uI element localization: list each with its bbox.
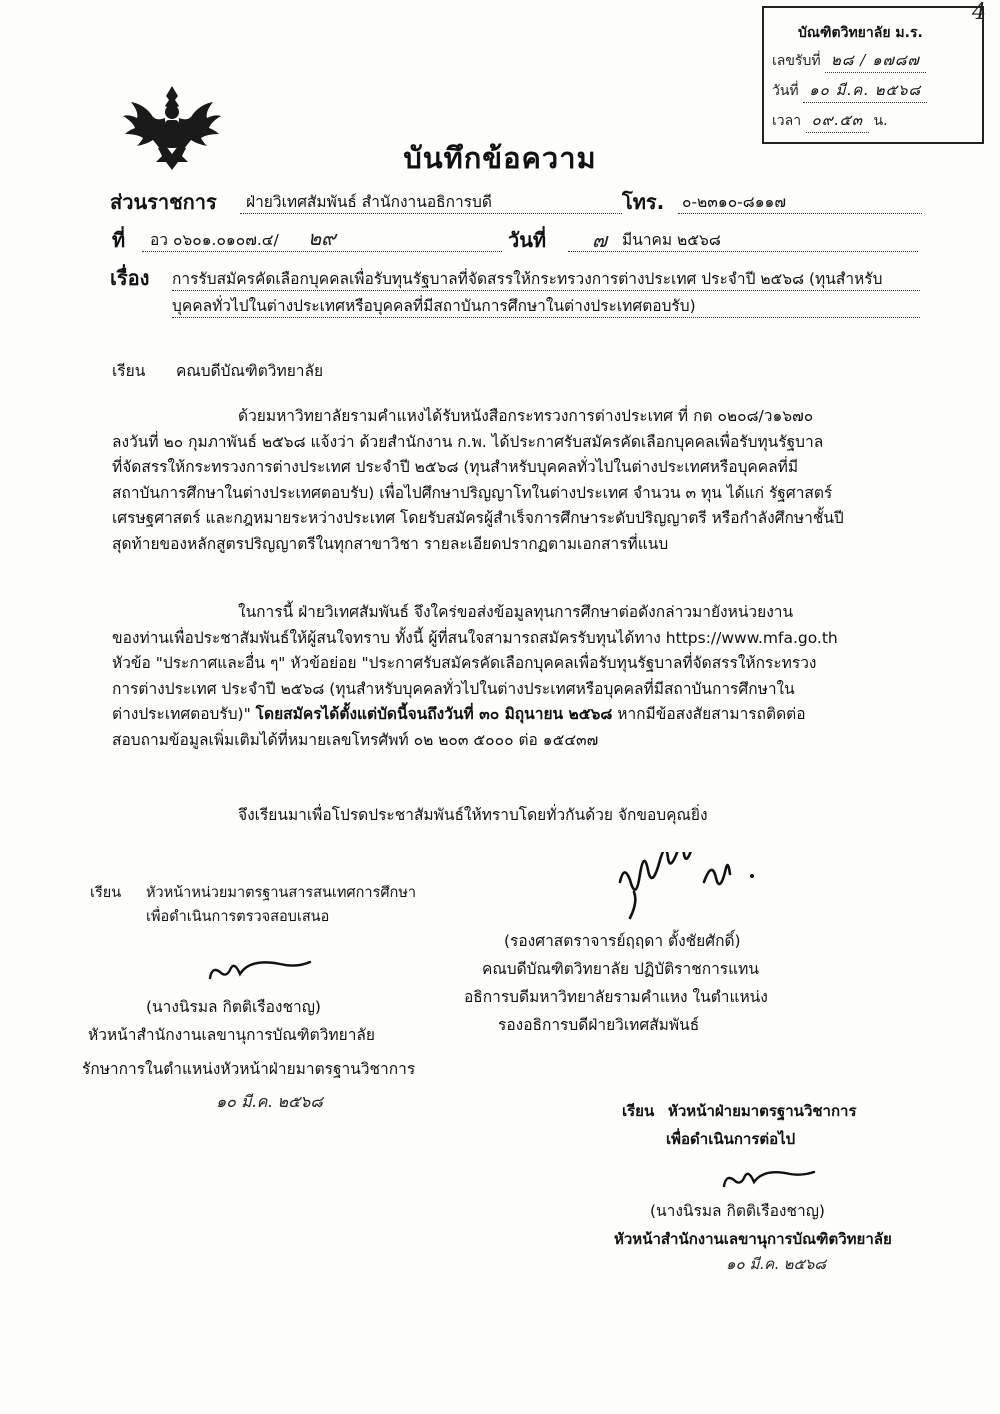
left-note-signature-mark [196, 950, 316, 990]
right-note-label: เรียน [622, 1102, 655, 1120]
body-paragraph-1 [112, 404, 920, 557]
right-note-date: ๑๐ มี.ค. ๒๕๖๘ [726, 1255, 827, 1273]
left-note-date: ๑๐ มี.ค. ๒๕๖๘ [216, 1092, 323, 1111]
date-line [568, 229, 918, 252]
para2-line: สอบถามข้อมูลเพิ่มเติมได้ที่หมายเลขโทรศัพท์ ๐๒ ๒๐๓ ๕๐๐๐ ต่อ ๑๕๔๓๗ [112, 730, 599, 749]
para1-line: ที่จัดสรรให้กระทรวงการต่างประเทศ ประจำปี ๒๕๖๘ (ทุนสำหรับบุคคลทั่วไปในต่างประเทศหรือบุคคลที่มี [112, 458, 799, 476]
agency-value: ฝ่ายวิเทศสัมพันธ์ สำนักงานอธิการบดี [240, 191, 622, 214]
stamp-time-suffix: น. [873, 113, 888, 129]
subject-line-1: การรับสมัครคัดเลือกบุคคลเพื่อรับทุนรัฐบาลที่จัดสรรให้กระทรวงการต่างประเทศ ประจำปี ๒๕๖๘ (ทุนสำหรับ [172, 268, 920, 291]
stamp-date-value: ๑๐ มี.ค. ๒๕๖๘ [803, 78, 927, 103]
date-label: วันที่ [508, 228, 547, 252]
left-note-position-1: หัวหน้าสำนักงานเลขานุการบัณฑิตวิทยาลัย [88, 1026, 375, 1044]
stamp-time-value: ๐๙.๕๓ [806, 108, 870, 133]
stamp-org: บัณฑิตวิทยาลัย ม.ร. [798, 25, 923, 41]
ref-value: อว ๐๖๐๑.๐๑๐๗.๔/ [150, 231, 279, 249]
left-note-position-2: รักษาการในตำแหน่งหัวหน้าฝ่ายมาตรฐานวิชาการ [82, 1060, 416, 1078]
page-title: บันทึกข้อความ [403, 141, 597, 175]
para1-line: เศรษฐศาสตร์ และกฎหมายระหว่างประเทศ โดยรับสมัครผู้สำเร็จการศึกษาระดับปริญญาตรี หรือกำลังศึกษาชั้นปี [112, 509, 844, 527]
right-note-line-2: เพื่อดำเนินการต่อไป [666, 1130, 796, 1148]
deadline-text: โดยสมัครได้ตั้งแต่บัดนี้จนถึงวันที่ ๓๐ มิถุนายน ๒๕๖๘ [255, 705, 613, 723]
para1-line: ลงวันที่ ๒๐ กุมภาพันธ์ ๒๕๖๘ แจ้งว่า ด้วยสำนักงาน ก.พ. ได้ประกาศรับสมัครคัดเลือกบุคคลเพื่อรับทุนรัฐบาล [112, 432, 824, 451]
stamp-receipt-label: เลขรับที่ [772, 53, 821, 69]
stamp-date-row [772, 78, 927, 103]
para2-line: ในการนี้ ฝ่ายวิเทศสัมพันธ์ จึงใคร่ขอส่งข้อมูลทุนการศึกษาต่อดังกล่าวมายังหน่วยงาน [238, 603, 794, 621]
closing-line: จึงเรียนมาเพื่อโปรดประชาสัมพันธ์ให้ทราบโดยทั่วกันด้วย จักขอบคุณยิ่ง [238, 806, 708, 824]
para1-line: สถาบันการศึกษาในต่างประเทศตอบรับ) เพื่อไปศึกษาปริญญาโทในต่างประเทศ จำนวน ๓ ทุน ได้แก่ รัฐศาสตร์ [112, 483, 833, 502]
para2-line-5 [112, 702, 920, 728]
main-signer-name: (รองศาสตราจารย์ฤฤดา ตั้งชัยศักดิ์) [504, 932, 741, 950]
para2-line5-tail: หากมีข้อสงสัยสามารถติดต่อ [612, 705, 806, 723]
body-paragraph-2 [112, 600, 920, 753]
phone-value: ๐-๒๓๑๐-๘๑๑๗ [678, 191, 922, 214]
date-value: มีนาคม ๒๕๖๘ [622, 231, 721, 249]
right-note-signer-name: (นางนิรมล กิตติเรืองชาญ) [650, 1202, 825, 1220]
stamp-time-label: เวลา [772, 113, 802, 129]
ref-label: ที่ [112, 228, 126, 252]
left-note-signer-name: (นางนิรมล กิตติเรืองชาญ) [146, 998, 321, 1016]
main-signer-position-2: อธิการบดีมหาวิทยาลัยรามคำแหง ในตำแหน่ง [464, 988, 768, 1006]
main-signer-position-3: รองอธิการบดีฝ่ายวิเทศสัมพันธ์ [498, 1016, 700, 1034]
date-day: ๗ [592, 228, 608, 252]
agency-label: ส่วนราชการ [110, 190, 217, 214]
main-signature-mark [612, 852, 772, 922]
stamp-receipt-row [772, 48, 926, 73]
stamp-time-row [772, 108, 888, 133]
stamp-date-label: วันที่ [772, 83, 799, 99]
para2-line5-normal: ต่างประเทศตอบรับ)" [112, 705, 256, 723]
salutation-label: เรียน [112, 362, 146, 380]
subject-label: เรื่อง [110, 266, 150, 290]
salutation-to: คณบดีบัณฑิตวิทยาลัย [176, 362, 324, 380]
left-note-line-2: เพื่อดำเนินการตรวจสอบเสนอ [146, 909, 330, 925]
para1-line: สุดท้ายของหลักสูตรปริญญาตรีในทุกสาขาวิชา รายละเอียดปรากฏตามเอกสารที่แนบ [112, 534, 669, 553]
main-signer-position-1: คณบดีบัณฑิตวิทยาลัย ปฏิบัติราชการแทน [482, 960, 759, 978]
right-note-line-1: หัวหน้าฝ่ายมาตรฐานวิชาการ [668, 1102, 857, 1120]
para2-line: หัวข้อ "ประกาศและอื่น ๆ" หัวข้อย่อย "ประกาศรับสมัครคัดเลือกบุคคลเพื่อรับทุนรัฐบาลที่จัดสรรให้กระทรวง [112, 654, 817, 672]
para1-line: ด้วยมหาวิทยาลัยรามคำแหงได้รับหนังสือกระทรวงการต่างประเทศ ที่ กต ๐๒๐๘/ว๑๖๗๐ [238, 407, 814, 425]
stamp-receipt-value: ๒๘ / ๑๗๘๗ [825, 48, 926, 73]
phone-label: โทร. [622, 190, 665, 214]
stamp-corner-mark: 4 [972, 0, 986, 25]
para2-line: การต่างประเทศ ประจำปี ๒๕๖๘ (ทุนสำหรับบุคคลทั่วไปในต่างประเทศหรือบุคคลที่มีสถาบันการศึกษาใน [112, 679, 795, 698]
right-note-position: หัวหน้าสำนักงานเลขานุการบัณฑิตวิทยาลัย [614, 1230, 892, 1248]
ref-handwritten-number: ๒๙ [308, 226, 336, 250]
left-note-line-1: หัวหน้าหน่วยมาตรฐานสารสนเทศการศึกษา [146, 885, 417, 901]
left-note-label: เรียน [90, 885, 122, 901]
subject-line-2: บุคคลทั่วไปในต่างประเทศหรือบุคคลที่มีสถาบันการศึกษาในต่างประเทศตอบรับ) [172, 295, 920, 318]
receipt-stamp [762, 6, 984, 144]
right-note-signature-mark [714, 1162, 834, 1198]
para2-line: ของท่านเพื่อประชาสัมพันธ์ให้ผู้สนใจทราบ ทั้งนี้ ผู้ที่สนใจสามารถสมัครรับทุนได้ทาง https://www.mfa.go.th [112, 628, 838, 647]
